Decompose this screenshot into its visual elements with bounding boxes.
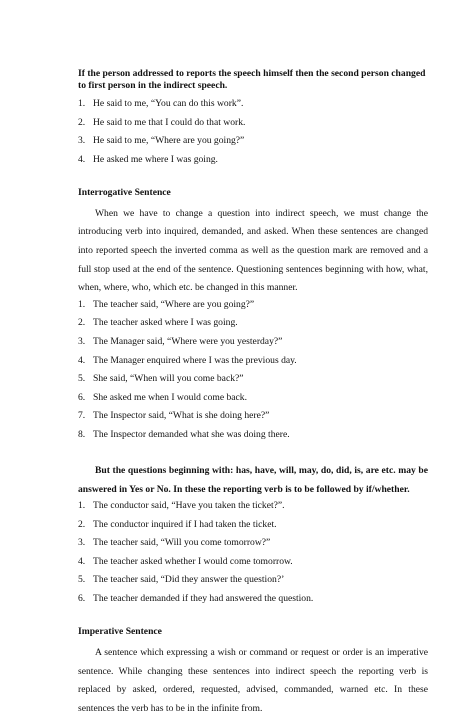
list-item-number: 4. (78, 555, 86, 567)
list-item-text: He said to me, “Where are you going?” (93, 135, 245, 147)
list-item-number: 4. (78, 153, 86, 165)
list-item (78, 336, 428, 348)
list-item-text: He asked me where I was going. (93, 153, 218, 165)
list-item-text: The conductor inquired if I had taken the ticket. (93, 518, 277, 530)
list-item-text: The conductor said, “Have you taken the ticket?”. (93, 500, 285, 512)
list-item-number: 8. (78, 428, 86, 440)
list-item-text: The teacher said, “Will you come tomorrow?” (93, 537, 271, 549)
list-item-text: She said, “When will you come back?” (93, 373, 244, 385)
list-item-text: The teacher said, “Where are you going?” (93, 298, 255, 310)
section2-paragraph: When we have to change a question into indirect speech, we must change the introducing verb into inquired, demanded, and asked. When these sentences are changed into reported speech the inverted comma as well as the question mark are removed and a full stop used at the end of the sentence. Questioning sentences beginning with how, what, when, where, who, which etc. be changed in this manner. (78, 207, 428, 294)
list-item (78, 135, 428, 147)
list-item-number: 6. (78, 593, 86, 605)
list-item-text: She asked me when I would come back. (93, 391, 247, 403)
list-item (78, 392, 428, 404)
section4-heading: Imperative Sentence (78, 626, 162, 638)
list-item-number: 1. (78, 298, 86, 310)
list-item-number: 1. (78, 98, 86, 109)
list-item-number: 7. (78, 410, 86, 422)
list-item-number: 6. (78, 391, 86, 403)
list-item-text: The Inspector said, “What is she doing here?” (93, 410, 270, 422)
section4-paragraph: A sentence which expressing a wish or command or request or order is an imperative sentence. While changing these sentences into indirect speech the reporting verb is replaced by asked, ordered, requested, advised, commanded, warned etc. In these sentences the verb has to be in the infinite from. (78, 647, 428, 714)
list-item (78, 556, 428, 568)
list-item-number: 3. (78, 335, 86, 347)
section2-heading: Interrogative Sentence (78, 186, 171, 198)
list-item (78, 98, 428, 110)
list-item (78, 373, 428, 385)
list-item (78, 154, 428, 166)
list-item-text: The Inspector demanded what she was doing there. (93, 428, 290, 440)
section3-list (78, 500, 428, 605)
list-item (78, 299, 428, 311)
list-item (78, 593, 428, 605)
list-item-text: He said to me that I could do that work. (93, 116, 246, 128)
list-item-number: 3. (78, 537, 86, 549)
list-item-number: 4. (78, 354, 86, 366)
list-item-number: 5. (78, 574, 86, 586)
list-item (78, 537, 428, 549)
list-item (78, 355, 428, 367)
list-item (78, 519, 428, 531)
list-item (78, 117, 428, 129)
list-item (78, 429, 428, 441)
list-item-number: 1. (78, 500, 86, 512)
list-item-text: The teacher demanded if they had answered the question. (93, 593, 314, 605)
document-page (78, 68, 428, 719)
list-item-number: 5. (78, 373, 86, 385)
list-item-number: 3. (78, 135, 86, 147)
list-item-text: The Manager enquired where I was the previous day. (93, 354, 297, 366)
list-item-number: 2. (78, 317, 86, 329)
list-item-text: The teacher said, “Did they answer the question?’ (93, 574, 285, 586)
list-item (78, 410, 428, 422)
list-item-text: The Manager said, “Where were you yesterday?” (93, 335, 283, 347)
list-item-text: The teacher asked whether I would come tomorrow. (93, 555, 293, 567)
list-item-number: 2. (78, 518, 86, 530)
list-item (78, 574, 428, 586)
section3-paragraph: But the questions beginning with: has, have, will, may, do, did, is, are etc. may be answered in Yes or No. In these the reporting verb is to be followed by if/whether. (78, 464, 428, 495)
section2-list (78, 299, 428, 441)
list-item-text: The teacher asked where I was going. (93, 317, 238, 329)
list-item (78, 317, 428, 329)
list-item-text: He said to me, “You can do this work”. (93, 98, 244, 109)
section1-intro: If the person addressed to reports the speech himself then the second person changed to first person in the indirect speech. (78, 68, 426, 91)
section1-list (78, 98, 428, 166)
list-item-number: 2. (78, 116, 86, 128)
list-item (78, 500, 428, 512)
